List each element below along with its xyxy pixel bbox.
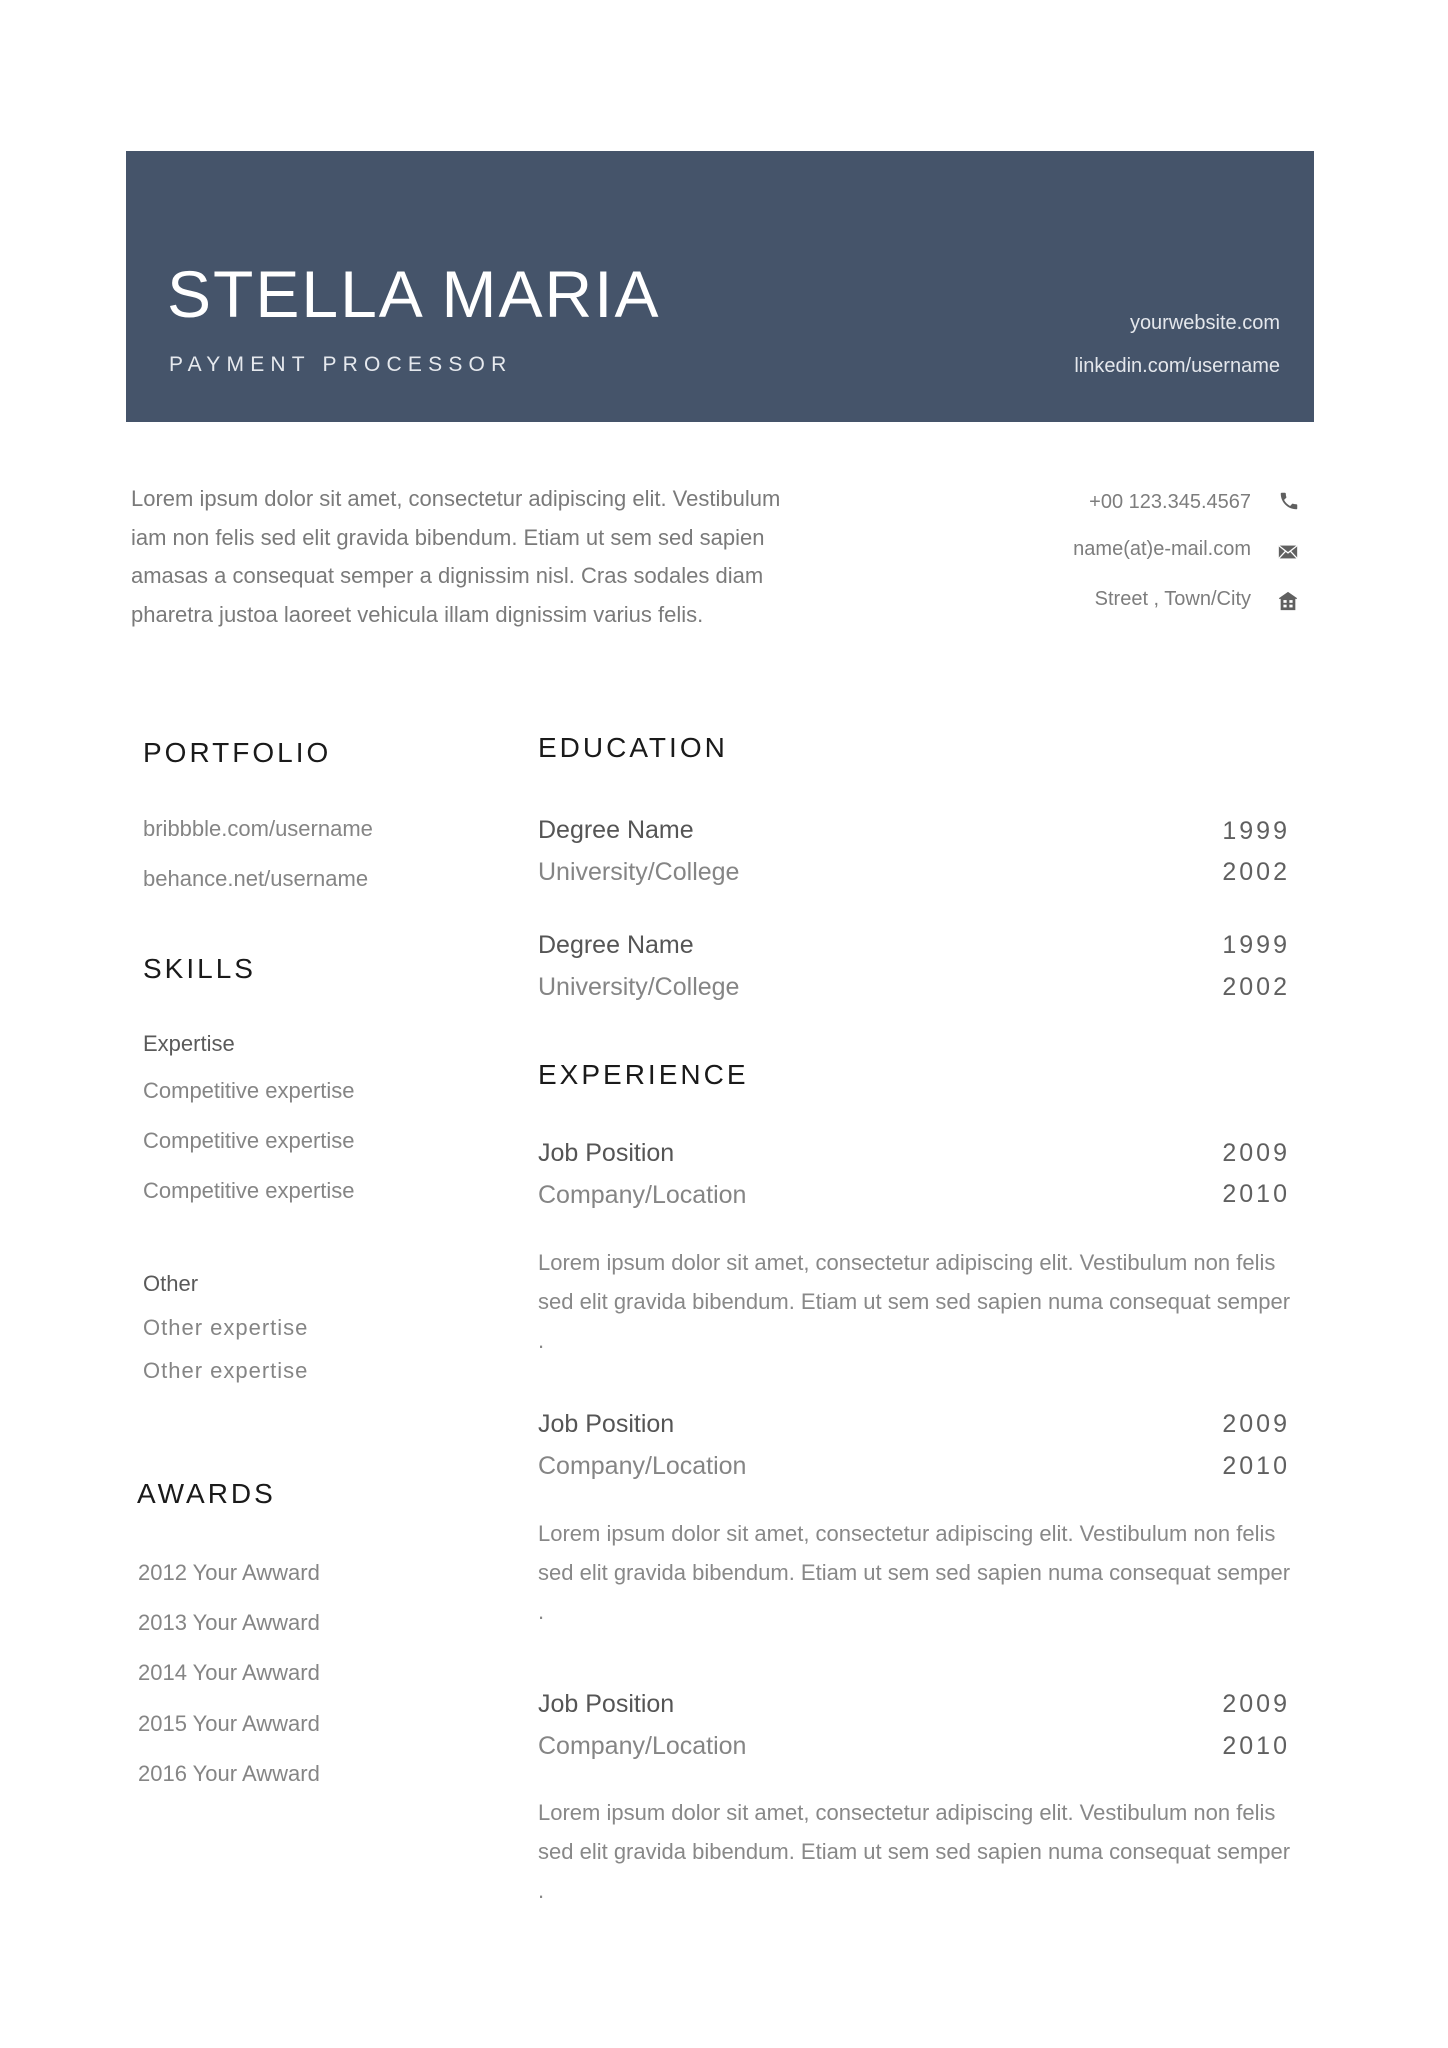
- experience-position: Job Position: [538, 1410, 675, 1438]
- linkedin-link[interactable]: linkedin.com/username: [1074, 355, 1280, 377]
- education-end-year: 2002: [1222, 858, 1290, 886]
- skills-other-label: Other: [143, 1271, 199, 1296]
- experience-end-year: 2010: [1222, 1452, 1290, 1480]
- experience-start-year: 2009: [1222, 1410, 1290, 1438]
- experience-description: Lorem ipsum dolor sit amet, consectetur adipiscing elit. Vestibulum non felis sed elit gravida bibendum. Etiam ut sem sed sapien numa consequat semper .: [538, 1800, 1291, 1903]
- person-name: STELLA MARIA: [167, 257, 661, 331]
- contact-address: Street , Town/City: [1094, 588, 1251, 610]
- experience-end-year: 2010: [1222, 1732, 1290, 1760]
- awards-heading: AWARDS: [137, 1478, 276, 1509]
- portfolio-link[interactable]: bribbble.com/username: [143, 816, 373, 841]
- award-item: 2016 Your Awward: [138, 1761, 320, 1786]
- other-skill-item: Other expertise: [143, 1315, 309, 1340]
- house-icon: [1277, 590, 1299, 612]
- award-item: 2015 Your Awward: [138, 1711, 320, 1736]
- envelope-icon: [1277, 541, 1299, 563]
- education-school: University/College: [538, 973, 740, 1001]
- job-title: PAYMENT PROCESSOR: [169, 353, 513, 376]
- summary-line: Lorem ipsum dolor sit amet, consectetur adipiscing elit. Vestibulum: [131, 486, 781, 511]
- experience-heading: EXPERIENCE: [538, 1059, 749, 1090]
- experience-position: Job Position: [538, 1690, 675, 1718]
- summary-line: pharetra justoa laoreet vehicula illam dignissim varius felis.: [131, 601, 704, 627]
- award-item: 2013 Your Awward: [138, 1610, 320, 1635]
- education-degree: Degree Name: [538, 931, 694, 959]
- experience-end-year: 2010: [1222, 1180, 1290, 1208]
- experience-company: Company/Location: [538, 1452, 747, 1480]
- experience-company: Company/Location: [538, 1732, 747, 1760]
- experience-start-year: 2009: [1222, 1690, 1290, 1718]
- skills-expertise-label: Expertise: [143, 1031, 235, 1056]
- skill-item: Competitive expertise: [143, 1078, 355, 1103]
- award-item: 2014 Your Awward: [138, 1660, 320, 1685]
- experience-company: Company/Location: [538, 1181, 747, 1209]
- portfolio-heading: PORTFOLIO: [143, 737, 332, 768]
- education-start-year: 1999: [1222, 817, 1290, 845]
- contact-email[interactable]: name(at)e-mail.com: [1073, 538, 1251, 560]
- portfolio-link[interactable]: behance.net/username: [143, 866, 369, 891]
- website-link[interactable]: yourwebsite.com: [1129, 312, 1280, 334]
- experience-description: Lorem ipsum dolor sit amet, consectetur adipiscing elit. Vestibulum non felis sed elit gravida bibendum. Etiam ut sem sed sapien numa consequat semper .: [538, 1250, 1291, 1353]
- experience-description: Lorem ipsum dolor sit amet, consectetur adipiscing elit. Vestibulum non felis sed elit gravida bibendum. Etiam ut sem sed sapien numa consequat semper .: [538, 1521, 1291, 1624]
- other-skill-item: Other expertise: [143, 1358, 309, 1383]
- skills-heading: SKILLS: [143, 953, 256, 984]
- experience-start-year: 2009: [1222, 1139, 1290, 1167]
- contact-phone: +00 123.345.4567: [1089, 491, 1251, 513]
- award-item: 2012 Your Awward: [138, 1560, 320, 1585]
- summary-line: amasas a consequat semper a dignissim nisl. Cras sodales diam: [131, 563, 764, 588]
- skill-item: Competitive expertise: [143, 1178, 355, 1203]
- skill-item: Competitive expertise: [143, 1128, 355, 1153]
- summary-line: iam non felis sed elit gravida bibendum. Etiam ut sem sed sapien: [131, 524, 765, 550]
- education-end-year: 2002: [1222, 973, 1290, 1001]
- phone-icon: [1278, 490, 1300, 512]
- summary: [131, 480, 931, 634]
- experience-position: Job Position: [538, 1139, 675, 1167]
- education-start-year: 1999: [1222, 931, 1290, 959]
- education-degree: Degree Name: [538, 816, 694, 844]
- education-heading: EDUCATION: [538, 732, 728, 763]
- education-school: University/College: [538, 858, 740, 886]
